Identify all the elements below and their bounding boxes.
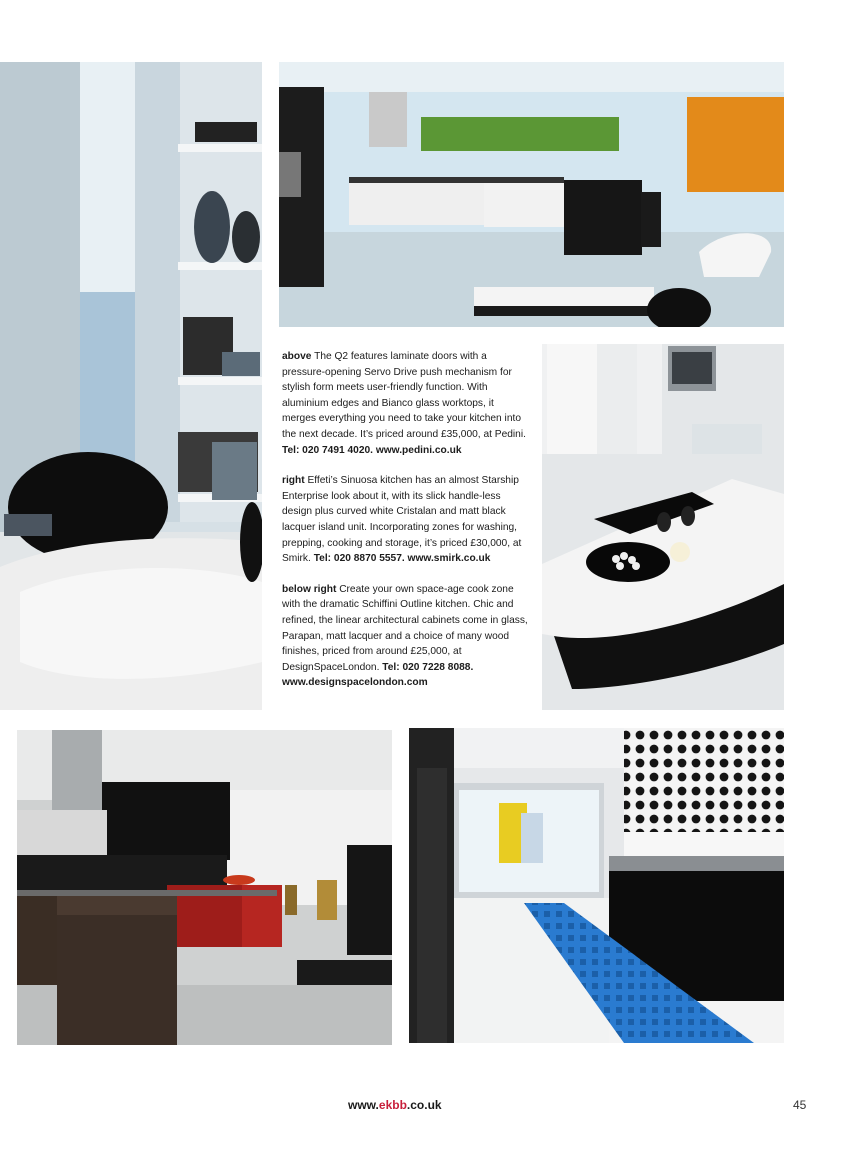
photo-sinuosa-kitchen bbox=[542, 344, 784, 710]
caption-below-right bbox=[282, 582, 530, 691]
caption-body: Create your own space-age cook zone with the dramatic Schiffini Outline kitchen. Chic and refined, the linear architectural cabinets come in glass, Parapan, matt lacquer and a choice of many wood finishes, priced from around £25,000, at DesignSpaceLondon. bbox=[282, 583, 528, 673]
footer-url-suffix: .co.uk bbox=[406, 1098, 442, 1112]
caption-right bbox=[282, 473, 530, 567]
caption-body: Effeti’s Sinuosa kitchen has an almost Starship Enterprise look about it, with its slick handle-less design plus curved white Cristalan and matt black lacquer island unit. Incorporating zones for washing, prepping, cooking and storage, it’s priced £30,000, at Smirk. bbox=[282, 475, 522, 565]
caption-body: The Q2 features laminate doors with a pressure-opening Servo Drive push mechanism for stylish form meets user-friendly function. With aluminium edges and Bianco glass worktops, it merges everything you need to take your kitchen into the next decade. It’s priced around £35,000, at Pedini. bbox=[282, 351, 526, 440]
caption-label: below right bbox=[282, 583, 337, 595]
footer-url-accent: ekbb bbox=[378, 1098, 407, 1112]
photo-white-chair-shelving bbox=[0, 62, 262, 710]
caption-above bbox=[282, 349, 530, 458]
caption-contact: Tel: 020 7491 4020. www.pedini.co.uk bbox=[282, 444, 462, 456]
caption-contact: Tel: 020 7228 8088. www.designspacelondon.com bbox=[282, 661, 474, 689]
caption-contact: Tel: 020 8870 5557. www.smirk.co.uk bbox=[313, 553, 491, 565]
caption-label: right bbox=[282, 475, 305, 487]
photo-red-wood-kitchen bbox=[17, 730, 392, 1045]
page-number: 45 bbox=[793, 1098, 807, 1112]
footer-website-link[interactable] bbox=[348, 1098, 442, 1112]
caption-label: above bbox=[282, 351, 312, 362]
photo-outline-kitchen bbox=[409, 728, 784, 1043]
captions-column bbox=[282, 349, 530, 706]
photo-q2-kitchen bbox=[279, 62, 784, 327]
footer-url-prefix: www. bbox=[348, 1098, 379, 1112]
